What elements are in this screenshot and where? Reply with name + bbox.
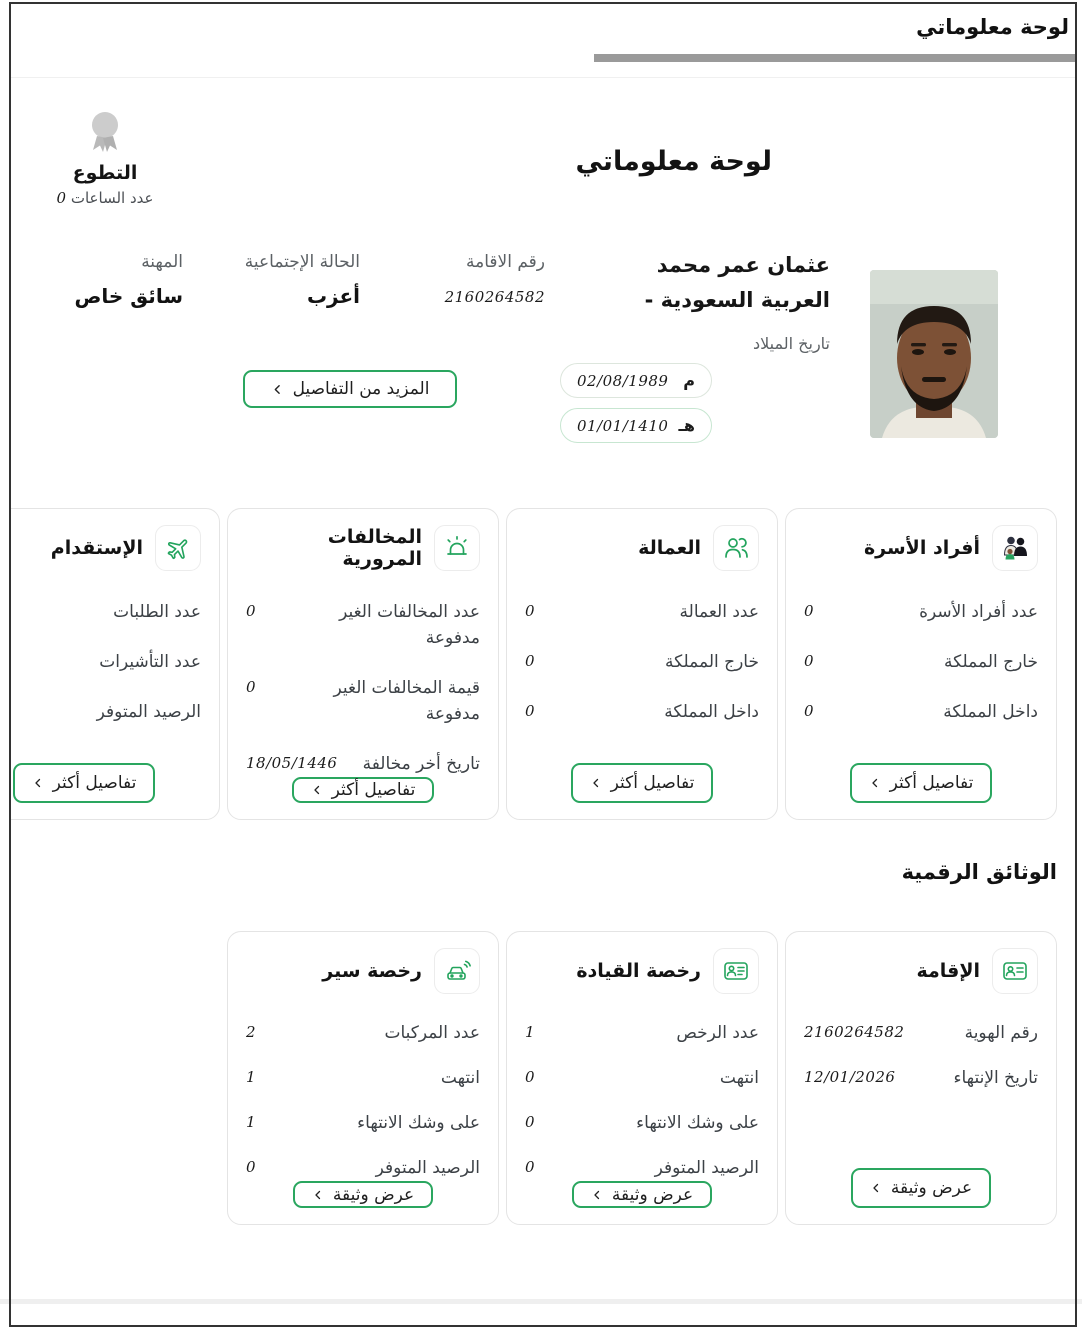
stat-label: خارج المملكة [944, 652, 1038, 672]
card-title: الإقامة [916, 960, 980, 982]
details-label: تفاصيل أكثر [889, 773, 974, 793]
dashboard-title: لوحة معلوماتي [575, 146, 772, 177]
driving-license-icon [713, 948, 759, 994]
chevron-left-icon [870, 1182, 882, 1194]
occupation-value: سائق خاص [74, 284, 183, 308]
card-rows [11, 599, 201, 725]
gregorian-date-pill [560, 363, 712, 398]
stat-row [804, 649, 1038, 675]
stat-value: 0 [804, 652, 815, 670]
stat-row [246, 751, 480, 777]
siren-icon [434, 525, 480, 571]
view-vehicle-document-button[interactable] [293, 1181, 433, 1208]
doc-label: الرصيد المتوفر [375, 1158, 480, 1178]
stat-value: 0 [525, 602, 536, 620]
card-rows [246, 1020, 480, 1181]
more-details-label: المزيد من التفاصيل [292, 379, 430, 399]
view-driving-license-button[interactable] [572, 1181, 712, 1208]
card-title: أفراد الأسرة [863, 537, 980, 559]
details-label: تفاصيل أكثر [610, 773, 695, 793]
app-header [11, 4, 1075, 78]
doc-value: 0 [525, 1068, 536, 1086]
doc-label: رقم الهوية [964, 1023, 1038, 1043]
card-header [804, 948, 1038, 994]
page-title: لوحة معلوماتي [916, 15, 1069, 39]
card-driving-license [506, 931, 778, 1225]
stat-value: 18/05/1446 [246, 754, 338, 772]
stat-label: الرصيد المتوفر [96, 702, 201, 722]
recruitment-details-button[interactable] [13, 763, 156, 803]
stat-row [525, 599, 759, 625]
view-document-label: عرض وثيقة [890, 1178, 973, 1198]
hijri-prefix: هـ [678, 416, 695, 435]
doc-row [525, 1155, 759, 1181]
doc-value: 0 [525, 1158, 536, 1176]
card-title: رخصة سير [322, 960, 422, 982]
labor-details-button[interactable] [571, 763, 714, 803]
volunteer-hours [30, 189, 180, 207]
stat-label: عدد العمالة [679, 602, 759, 622]
chevron-left-icon [311, 784, 323, 796]
stat-row [11, 649, 201, 675]
doc-row [246, 1065, 480, 1091]
doc-row [525, 1020, 759, 1046]
family-icon [992, 525, 1038, 571]
profile-nationality: العربية السعودية - [644, 288, 830, 312]
workers-icon [713, 525, 759, 571]
profile-name: عثمان عمر محمد [656, 253, 830, 277]
gregorian-prefix: م [683, 371, 695, 390]
residence-id-card-icon [992, 948, 1038, 994]
hijri-date: 01/01/1410 [577, 416, 669, 435]
card-residence-permit [785, 931, 1057, 1225]
stat-row [804, 599, 1038, 625]
doc-row [525, 1110, 759, 1136]
card-family-members [785, 508, 1057, 820]
doc-label: عدد الرخص [676, 1023, 759, 1043]
doc-label: انتهت [719, 1068, 759, 1088]
residence-number-value: 2160264582 [444, 288, 545, 306]
medal-icon [30, 110, 180, 158]
doc-value: 0 [246, 1158, 257, 1176]
card-recruitment [11, 508, 220, 820]
family-details-button[interactable] [850, 763, 993, 803]
chevron-left-icon [271, 383, 284, 396]
doc-value: 0 [525, 1113, 536, 1131]
stat-label: خارج المملكة [665, 652, 759, 672]
doc-row [246, 1020, 480, 1046]
marital-status-field [245, 252, 360, 308]
documents-cards-row [227, 931, 1057, 1225]
residence-number-field [445, 252, 545, 306]
title-underline [594, 54, 1075, 62]
stat-value: 0 [246, 602, 257, 620]
hijri-date-pill [560, 408, 712, 443]
stat-label: عدد التأشيرات [99, 652, 201, 672]
card-header [804, 525, 1038, 571]
card-title: المخالفات المرورية [327, 526, 422, 570]
stat-value: 0 [525, 652, 536, 670]
details-label: تفاصيل أكثر [52, 773, 137, 793]
doc-label: على وشك الانتهاء [357, 1113, 480, 1133]
chevron-left-icon [312, 1189, 324, 1201]
doc-row [246, 1155, 480, 1181]
plane-icon [155, 525, 201, 571]
stat-label: تاريخ أخر مخالفة [362, 754, 480, 774]
card-header [525, 948, 759, 994]
stat-label: قيمة المخالفات الغير مدفوعة [333, 678, 480, 724]
chevron-left-icon [591, 1189, 603, 1201]
card-rows [804, 599, 1038, 725]
doc-value: 1 [246, 1113, 257, 1131]
birth-date-label: تاريخ الميلاد [753, 334, 830, 353]
stat-row [246, 599, 480, 651]
card-header [525, 525, 759, 571]
doc-value: 2160264582 [804, 1023, 905, 1041]
more-details-button[interactable] [243, 370, 457, 408]
occupation-field [74, 252, 183, 308]
doc-row [804, 1020, 1038, 1046]
digital-documents-title: الوثائق الرقمية [901, 860, 1057, 884]
stat-value: 0 [804, 702, 815, 720]
profile-photo [870, 270, 998, 438]
doc-label: عدد المركبات [384, 1023, 480, 1043]
stat-row [246, 675, 480, 727]
card-title: الإستقدام [50, 537, 143, 559]
view-residence-document-button[interactable] [851, 1168, 991, 1208]
marital-status-value: أعزب [306, 284, 360, 308]
card-header [11, 525, 201, 571]
traffic-details-button[interactable] [292, 777, 435, 803]
doc-value: 1 [525, 1023, 536, 1041]
stat-row [11, 599, 201, 625]
view-document-label: عرض وثيقة [611, 1184, 694, 1205]
details-label: تفاصيل أكثر [331, 780, 416, 800]
card-header [246, 948, 480, 994]
chevron-left-icon [869, 777, 881, 789]
stat-label: عدد المخالفات الغير مدفوعة [339, 602, 480, 648]
doc-row [525, 1065, 759, 1091]
profile-identity [560, 248, 830, 443]
doc-label: انتهت [440, 1068, 480, 1088]
doc-row [246, 1110, 480, 1136]
gregorian-date: 02/08/1989 [577, 371, 669, 390]
stat-row [11, 699, 201, 725]
residence-number-label: رقم الاقامة [466, 252, 545, 272]
doc-value: 12/01/2026 [804, 1068, 896, 1086]
stat-label: عدد أفراد الأسرة [919, 602, 1038, 622]
card-traffic-violations [227, 508, 499, 820]
volunteer-summary [30, 110, 180, 207]
stat-label: عدد الطلبات [113, 602, 201, 622]
stat-row [804, 699, 1038, 725]
chevron-left-icon [590, 777, 602, 789]
stat-label: داخل المملكة [664, 702, 759, 722]
bottom-divider [0, 1299, 1082, 1304]
card-labor [506, 508, 778, 820]
stat-value: 0 [804, 602, 815, 620]
card-rows [246, 599, 480, 777]
doc-label: الرصيد المتوفر [654, 1158, 759, 1178]
chevron-left-icon [32, 777, 44, 789]
card-rows [525, 1020, 759, 1181]
card-header [246, 525, 480, 571]
stat-label: داخل المملكة [943, 702, 1038, 722]
vehicle-icon [434, 948, 480, 994]
stats-cards-row[interactable] [11, 508, 1057, 820]
stat-row [525, 649, 759, 675]
occupation-label: المهنة [141, 252, 183, 272]
doc-label: على وشك الانتهاء [636, 1113, 759, 1133]
card-title: رخصة القيادة [576, 960, 701, 982]
stat-value: 0 [246, 678, 257, 696]
marital-status-label: الحالة الإجتماعية [244, 252, 360, 272]
card-title: العمالة [638, 537, 701, 559]
volunteer-title: التطوع [72, 162, 138, 184]
volunteer-hours-label: عدد الساعات [70, 189, 154, 207]
stat-row [525, 699, 759, 725]
doc-label: تاريخ الإنتهاء [953, 1068, 1038, 1088]
card-rows [804, 1020, 1038, 1091]
doc-value: 1 [246, 1068, 257, 1086]
stat-value: 0 [525, 702, 536, 720]
card-rows [525, 599, 759, 725]
doc-value: 2 [246, 1023, 257, 1041]
card-vehicle-registration [227, 931, 499, 1225]
doc-row [804, 1065, 1038, 1091]
volunteer-hours-value: 0 [56, 189, 67, 207]
view-document-label: عرض وثيقة [332, 1184, 415, 1205]
